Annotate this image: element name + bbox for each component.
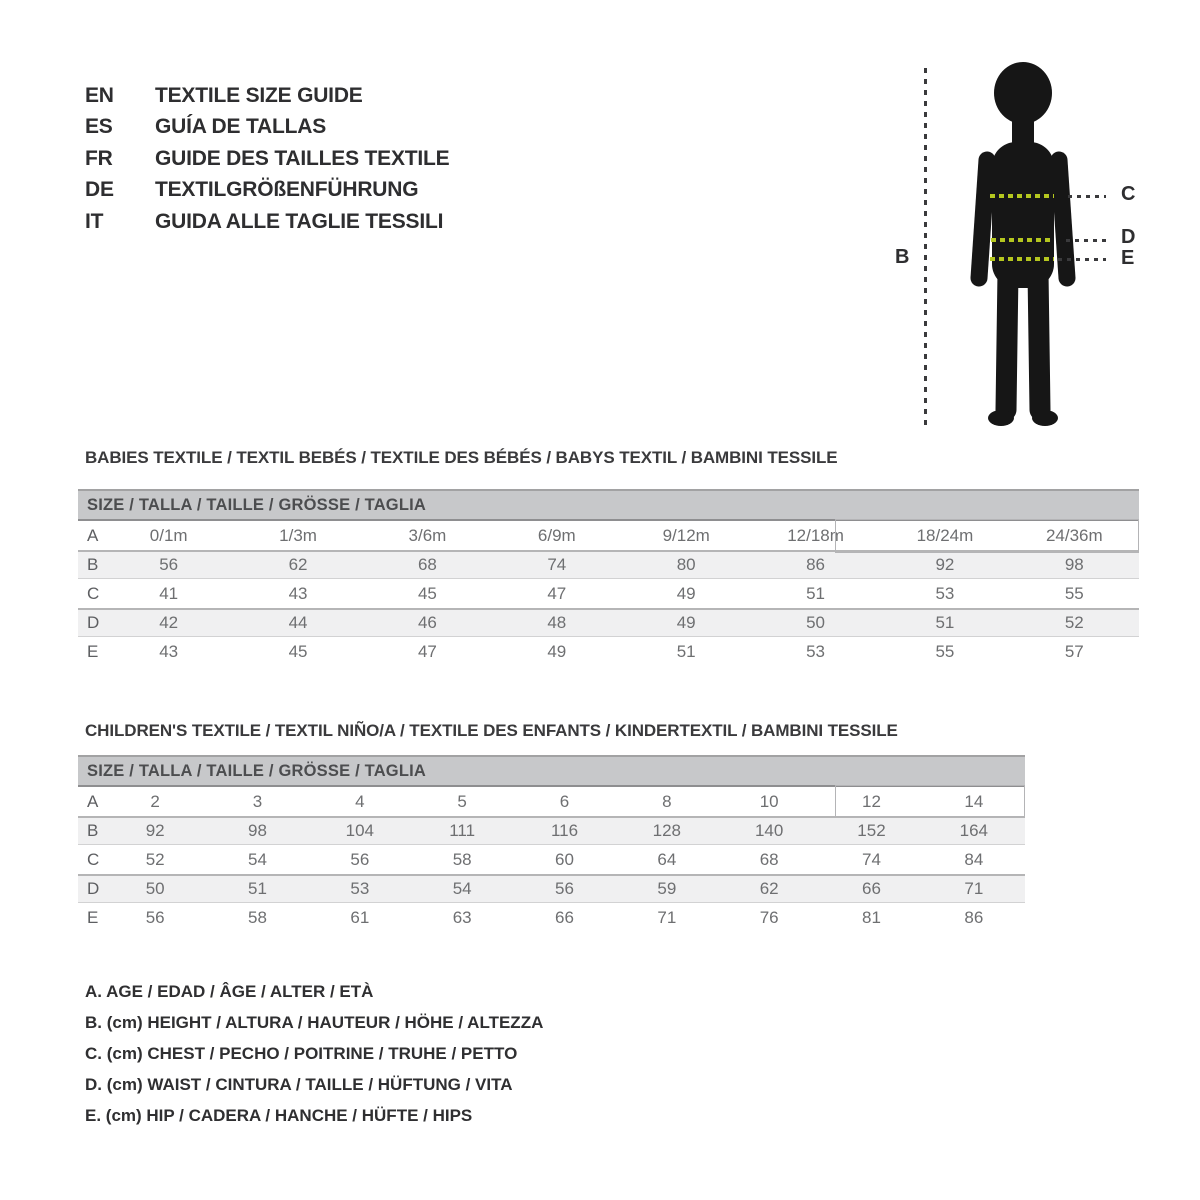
size-value: 1/3m bbox=[279, 525, 317, 545]
size-value: 24/36m bbox=[1045, 525, 1103, 545]
chest-line-extension bbox=[1068, 195, 1106, 198]
size-value: 63 bbox=[452, 907, 472, 927]
size-value: 12/18m bbox=[787, 525, 844, 545]
row-label: B bbox=[87, 555, 99, 574]
size-value: 128 bbox=[652, 821, 682, 840]
legend-line-waist: D. (cm) WAIST / CINTURA / TAILLE / HÜFTUNG / VITA bbox=[85, 1075, 513, 1094]
children-size-table bbox=[78, 755, 1025, 932]
size-value: 52 bbox=[1064, 613, 1084, 632]
size-value: 71 bbox=[964, 879, 984, 898]
size-value: 6/9m bbox=[537, 525, 576, 545]
size-value: 48 bbox=[547, 613, 567, 632]
waist-measure-line bbox=[991, 238, 1053, 242]
size-value: 49 bbox=[676, 613, 696, 632]
hip-measure-line bbox=[990, 257, 1054, 261]
legend-line-age: A. AGE / EDAD / ÂGE / ALTER / ETÀ bbox=[85, 982, 374, 1001]
size-value: 49 bbox=[676, 583, 696, 603]
size-value: 51 bbox=[248, 879, 267, 898]
size-value: 0/1m bbox=[149, 525, 188, 545]
size-value: 68 bbox=[417, 555, 437, 574]
table-row-c bbox=[78, 579, 1139, 608]
size-value: 47 bbox=[417, 641, 437, 661]
measurement-figure bbox=[0, 0, 1200, 460]
table-row-c bbox=[78, 845, 1025, 874]
height-label: B bbox=[895, 246, 910, 268]
guide-title-fr: GUIDE DES TAILLES TEXTILE bbox=[155, 146, 450, 170]
size-value: 116 bbox=[550, 821, 579, 840]
size-value: 71 bbox=[657, 907, 677, 927]
size-value: 50 bbox=[806, 613, 826, 632]
size-value: 52 bbox=[145, 849, 165, 869]
size-value: 74 bbox=[547, 555, 567, 574]
size-value: 3 bbox=[252, 791, 263, 811]
size-value: 66 bbox=[555, 907, 574, 927]
language-code: IT bbox=[85, 209, 104, 233]
size-value: 10 bbox=[759, 791, 779, 811]
row-label: C bbox=[87, 583, 100, 603]
size-value: 56 bbox=[145, 907, 165, 927]
table-row-b bbox=[78, 816, 1025, 845]
row-label: A bbox=[87, 791, 99, 811]
size-value: 62 bbox=[288, 555, 308, 574]
children-section-title: CHILDREN'S TEXTILE / TEXTIL NIÑO/A / TEXTILE DES ENFANTS / KINDERTEXTIL / BAMBINI TESSILE bbox=[85, 721, 898, 740]
size-value: 45 bbox=[288, 641, 308, 661]
size-header-row: SIZE / TALLA / TAILLE / GRÖSSE / TAGLIA bbox=[78, 489, 1139, 521]
child-silhouette bbox=[963, 58, 1083, 436]
size-value: 76 bbox=[759, 907, 779, 927]
row-label: D bbox=[87, 613, 100, 632]
table-row-e bbox=[78, 903, 1025, 932]
size-header-row: SIZE / TALLA / TAILLE / GRÖSSE / TAGLIA bbox=[78, 755, 1025, 787]
babies-section-title: BABIES TEXTILE / TEXTIL BEBÉS / TEXTILE DES BÉBÉS / BABYS TEXTIL / BAMBINI TESSILE bbox=[85, 448, 838, 467]
size-value: 68 bbox=[759, 849, 779, 869]
size-value: 42 bbox=[159, 613, 179, 632]
size-value: 74 bbox=[862, 849, 881, 869]
row-label: D bbox=[87, 879, 100, 898]
row-label: E bbox=[87, 907, 99, 927]
hip-label: E bbox=[1121, 247, 1135, 269]
size-value: 6 bbox=[559, 791, 570, 811]
size-value: 14 bbox=[964, 791, 984, 811]
size-value: 47 bbox=[547, 583, 567, 603]
size-value: 60 bbox=[555, 849, 574, 869]
size-value: 104 bbox=[345, 821, 375, 840]
size-value: 111 bbox=[449, 821, 476, 840]
size-value: 53 bbox=[806, 641, 826, 661]
size-value: 49 bbox=[547, 641, 567, 661]
language-code: FR bbox=[85, 146, 113, 170]
size-value: 98 bbox=[248, 821, 267, 840]
table-row-e bbox=[78, 637, 1139, 666]
size-value: 51 bbox=[935, 613, 955, 632]
size-value: 9/12m bbox=[662, 525, 710, 545]
size-value: 55 bbox=[1064, 583, 1084, 603]
size-value: 92 bbox=[145, 821, 165, 840]
row-label: C bbox=[87, 849, 100, 869]
size-value: 12 bbox=[862, 791, 881, 811]
size-value: 64 bbox=[657, 849, 677, 869]
language-code: EN bbox=[85, 83, 114, 107]
size-value: 56 bbox=[159, 555, 179, 574]
size-value: 43 bbox=[159, 641, 179, 661]
size-value: 41 bbox=[159, 583, 179, 603]
language-code: ES bbox=[85, 115, 113, 139]
row-label: B bbox=[87, 821, 99, 840]
size-value: 3/6m bbox=[408, 525, 447, 545]
size-value: 8 bbox=[662, 791, 672, 811]
size-value: 2 bbox=[150, 791, 160, 811]
size-value: 43 bbox=[288, 583, 308, 603]
size-value: 164 bbox=[959, 821, 989, 840]
guide-title-es: GUÍA DE TALLAS bbox=[155, 115, 327, 139]
size-value: 46 bbox=[417, 613, 437, 632]
size-value: 59 bbox=[657, 879, 677, 898]
babies-table-rows bbox=[78, 521, 1139, 666]
language-code: DE bbox=[85, 178, 114, 202]
size-value: 50 bbox=[145, 879, 165, 898]
row-label: A bbox=[87, 525, 99, 545]
guide-title-it: GUIDA ALLE TAGLIE TESSILI bbox=[155, 209, 444, 233]
table-row-a bbox=[78, 521, 1139, 550]
size-value: 18/24m bbox=[916, 525, 974, 545]
size-value: 51 bbox=[676, 641, 696, 661]
hip-line-extension bbox=[1058, 258, 1106, 261]
guide-title-en: TEXTILE SIZE GUIDE bbox=[155, 83, 363, 107]
table-row-a bbox=[78, 787, 1025, 816]
size-value: 62 bbox=[759, 879, 779, 898]
size-value: 56 bbox=[555, 879, 574, 898]
height-dotted-line bbox=[924, 68, 927, 430]
legend-line-height: B. (cm) HEIGHT / ALTURA / HAUTEUR / HÖHE / ALTEZZA bbox=[85, 1013, 544, 1032]
size-value: 66 bbox=[862, 879, 881, 898]
row-label: E bbox=[87, 641, 99, 661]
size-value: 86 bbox=[806, 555, 826, 574]
table-row-d bbox=[78, 608, 1139, 637]
size-value: 51 bbox=[806, 583, 826, 603]
table-row-d bbox=[78, 874, 1025, 903]
size-value: 56 bbox=[350, 849, 370, 869]
size-value: 84 bbox=[964, 849, 984, 869]
size-value: 58 bbox=[248, 907, 267, 927]
size-value: 53 bbox=[935, 583, 955, 603]
size-value: 45 bbox=[417, 583, 437, 603]
chest-label: C bbox=[1121, 183, 1136, 205]
size-value: 53 bbox=[350, 879, 370, 898]
babies-size-table bbox=[78, 489, 1139, 666]
size-value: 140 bbox=[754, 821, 784, 840]
table-row-b bbox=[78, 550, 1139, 579]
children-table-rows bbox=[78, 787, 1025, 932]
waist-label: D bbox=[1121, 226, 1136, 248]
size-value: 44 bbox=[288, 613, 308, 632]
legend-line-chest: C. (cm) CHEST / PECHO / POITRINE / TRUHE / PETTO bbox=[85, 1044, 518, 1063]
size-value: 54 bbox=[452, 879, 472, 898]
size-value: 86 bbox=[964, 907, 984, 927]
size-value: 5 bbox=[457, 791, 467, 811]
size-value: 80 bbox=[676, 555, 696, 574]
size-value: 98 bbox=[1064, 555, 1084, 574]
guide-title-de: TEXTILGRÖßENFÜHRUNG bbox=[155, 178, 419, 202]
size-value: 61 bbox=[350, 907, 370, 927]
size-value: 54 bbox=[248, 849, 267, 869]
size-value: 81 bbox=[862, 907, 881, 927]
measurement-legend bbox=[85, 976, 543, 1131]
chest-measure-line bbox=[990, 194, 1054, 198]
size-value: 57 bbox=[1064, 641, 1084, 661]
waist-line-extension bbox=[1066, 239, 1106, 242]
size-value: 152 bbox=[857, 821, 886, 840]
size-value: 55 bbox=[935, 641, 955, 661]
size-value: 58 bbox=[452, 849, 472, 869]
size-value: 4 bbox=[355, 791, 365, 811]
legend-line-hip: E. (cm) HIP / CADERA / HANCHE / HÜFTE / HIPS bbox=[85, 1106, 473, 1125]
size-value: 92 bbox=[935, 555, 955, 574]
